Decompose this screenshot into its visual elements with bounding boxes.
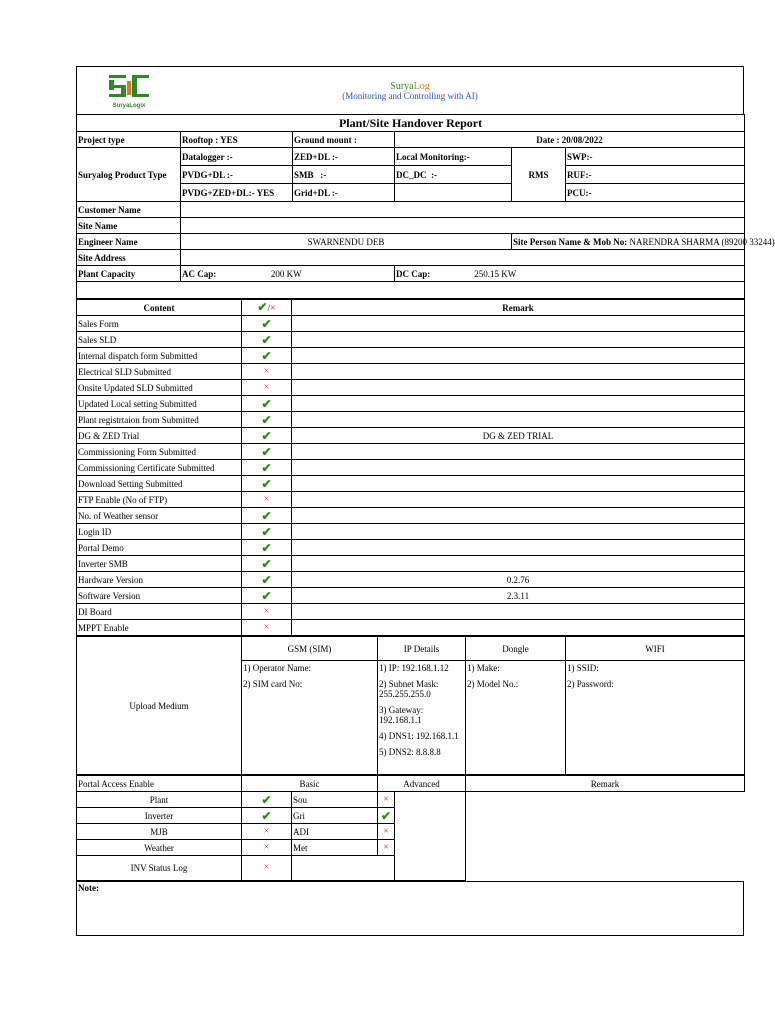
check-icon: ✔ xyxy=(242,556,292,572)
checklist-row xyxy=(77,380,745,396)
checklist-row xyxy=(77,428,745,444)
checklist-item-label: Commissioning Certificate Submitted xyxy=(77,460,242,476)
site-name-value xyxy=(181,218,745,234)
checklist-row xyxy=(77,604,745,620)
check-icon: ✔ xyxy=(242,428,292,444)
upload-medium-table xyxy=(76,636,745,775)
checklist-item-label: Plant registrtaion from Submitted xyxy=(77,412,242,428)
grid-dl-field: Grid+DL :- xyxy=(293,184,395,202)
empty-cell xyxy=(395,184,512,202)
checklist-item-remark xyxy=(292,620,745,636)
empty-cell xyxy=(292,856,395,881)
checklist-item-remark xyxy=(292,332,745,348)
check-icon: ✔ xyxy=(242,460,292,476)
cross-icon: × xyxy=(378,792,395,808)
dc-cap-cell xyxy=(395,266,745,282)
cross-icon: × xyxy=(242,620,292,636)
check-icon: ✔ xyxy=(242,476,292,492)
portal-advanced-item: ADI xyxy=(292,824,378,840)
check-icon: ✔ xyxy=(242,508,292,524)
portal-access-table xyxy=(76,775,745,881)
checklist-item-label: Onsite Updated SLD Submitted xyxy=(77,380,242,396)
wifi-header: WIFI xyxy=(566,637,745,661)
ground-mount-value: Ground mount : xyxy=(293,132,395,148)
checklist-item-label: MPPT Enable xyxy=(77,620,242,636)
dongle-model: 2) Model No.: xyxy=(467,679,519,689)
checklist-item-remark: DG & ZED TRIAL xyxy=(292,428,745,444)
pcu-field: PCU:- xyxy=(566,184,745,202)
checklist-row xyxy=(77,316,745,332)
checklist-item-remark xyxy=(292,364,745,380)
logo-text: SuryaLogix xyxy=(112,103,146,109)
product-type-label: Suryalog Product Type xyxy=(77,148,181,202)
customer-name-label: Customer Name xyxy=(77,202,181,218)
check-icon: ✔ xyxy=(242,396,292,412)
portal-rows xyxy=(77,792,745,881)
portal-remark-header: Remark xyxy=(466,776,745,792)
checklist-row xyxy=(77,588,745,604)
info-table xyxy=(76,114,775,299)
checklist-item-remark: 0.2.76 xyxy=(292,572,745,588)
portal-basic-item: MJB xyxy=(77,824,242,840)
ac-cap-cell xyxy=(181,266,395,282)
checklist-item-label: Electrical SLD Submitted xyxy=(77,364,242,380)
checklist-row xyxy=(77,476,745,492)
dc-dc-label: DC_DC xyxy=(396,169,427,180)
checklist-item-remark xyxy=(292,380,745,396)
subnet-mask: 2) Subnet Mask: 255.255.255.0 xyxy=(379,679,439,699)
checklist-item-label: FTP Enable (No of FTP) xyxy=(77,492,242,508)
check-icon: ✔ xyxy=(242,808,292,824)
checklist-item-remark: 2.3.11 xyxy=(292,588,745,604)
basic-header: Basic xyxy=(242,776,378,792)
zed-dl-field: ZED+DL :- xyxy=(293,148,395,166)
checklist-row xyxy=(77,508,745,524)
plant-capacity-label: Plant Capacity xyxy=(77,266,181,282)
brand-tagline: (Monitoring and Controlling with AI) xyxy=(342,91,478,101)
smb-label: SMB xyxy=(294,169,314,180)
report-title: Plant/Site Handover Report xyxy=(77,115,745,132)
checklist-item-label: DG & ZED Trial xyxy=(77,428,242,444)
portal-advanced-item: Gri xyxy=(292,808,378,824)
brand-part-a: Surya xyxy=(390,81,414,92)
rooftop-value: Rooftop : YES xyxy=(181,132,293,148)
gsm-operator: 1) Operator Name: xyxy=(243,663,311,673)
brand-part-b: Log xyxy=(413,81,430,92)
ruf-field: RUF:- xyxy=(566,166,745,184)
checklist-item-label: Sales Form xyxy=(77,316,242,332)
ip-address: 1) IP: 192.168.1.12 xyxy=(379,663,449,673)
checklist-item-remark xyxy=(292,540,745,556)
cross-icon: × xyxy=(242,840,292,856)
engineer-name-value: SWARNENDU DEB xyxy=(181,234,512,250)
checklist-rows xyxy=(77,316,745,636)
checklist-item-label: Download Setting Submitted xyxy=(77,476,242,492)
cross-icon: × xyxy=(242,856,292,881)
cross-icon: × xyxy=(378,824,395,840)
check-icon: ✔ xyxy=(242,524,292,540)
checklist-item-label: Updated Local setting Submitted xyxy=(77,396,242,412)
checklist-item-label: Portal Demo xyxy=(77,540,242,556)
dongle-details xyxy=(466,661,566,775)
checklist-item-label: Hardware Version xyxy=(77,572,242,588)
check-icon: ✔ xyxy=(242,444,292,460)
checklist-item-label: Commissioning Form Submitted xyxy=(77,444,242,460)
cross-icon: × xyxy=(242,604,292,620)
dns2: 5) DNS2: 8.8.8.8 xyxy=(379,747,441,757)
portal-access-label: Portal Access Enable xyxy=(77,776,242,792)
checklist-row xyxy=(77,412,745,428)
check-icon: ✔ xyxy=(242,572,292,588)
checklist-item-label: Software Version xyxy=(77,588,242,604)
checklist-row xyxy=(77,460,745,476)
checklist-row xyxy=(77,540,745,556)
checklist-row xyxy=(77,572,745,588)
checklist-row xyxy=(77,396,745,412)
checklist-item-remark xyxy=(292,412,745,428)
note-table xyxy=(76,881,744,936)
check-icon: ✔ xyxy=(242,588,292,604)
dongle-make: 1) Make: xyxy=(467,663,500,673)
handover-report xyxy=(76,66,775,936)
wifi-details xyxy=(566,661,745,775)
note-label: Note: xyxy=(77,882,744,936)
check-icon: ✔ xyxy=(257,299,268,314)
site-address-label: Site Address xyxy=(77,250,181,266)
portal-basic-item: Plant xyxy=(77,792,242,808)
dongle-header: Dongle xyxy=(466,637,566,661)
portal-basic-item: INV Status Log xyxy=(77,856,242,881)
rms-label: RMS xyxy=(512,148,566,202)
check-icon: ✔ xyxy=(242,316,292,332)
site-person-value: NARENDRA SHARMA (89200 33244) xyxy=(629,236,775,247)
content-header: Content xyxy=(77,300,242,316)
portal-basic-item: Weather xyxy=(77,840,242,856)
dc-cap-label: DC Cap: xyxy=(396,268,431,279)
gateway: 3) Gateway: 192.168.1.1 xyxy=(379,705,424,725)
dc-dc-field xyxy=(395,166,512,184)
checklist-item-label: Login ID xyxy=(77,524,242,540)
portal-row xyxy=(77,792,745,808)
checklist-item-label: Sales SLD xyxy=(77,332,242,348)
ac-cap-value: 200 KW xyxy=(270,268,302,279)
checklist-row xyxy=(77,332,745,348)
dns1: 4) DNS1: 192.168.1.1 xyxy=(379,731,459,741)
checklist-item-remark xyxy=(292,460,745,476)
dc-cap-value: 250.15 KW xyxy=(474,268,517,279)
portal-advanced-item: Met xyxy=(292,840,378,856)
report-header xyxy=(76,66,744,114)
check-icon: ✔ xyxy=(242,412,292,428)
checklist-table xyxy=(76,299,745,636)
checklist-item-remark xyxy=(292,556,745,572)
gsm-sim-card: 2) SIM card No: xyxy=(243,679,303,689)
swp-field: SWP:- xyxy=(566,148,745,166)
checklist-item-remark xyxy=(292,524,745,540)
site-address-value xyxy=(181,250,745,266)
wifi-ssid: 1) SSID: xyxy=(567,663,599,673)
checklist-item-label: Inverter SMB xyxy=(77,556,242,572)
gsm-details xyxy=(242,661,378,775)
cross-icon: × xyxy=(242,824,292,840)
gsm-header: GSM (SIM) xyxy=(242,637,378,661)
checklist-item-remark xyxy=(292,444,745,460)
checklist-item-label: Internal dispatch form Submitted xyxy=(77,348,242,364)
smb-value: :- xyxy=(320,169,327,180)
checklist-item-remark xyxy=(292,348,745,364)
check-icon: ✔ xyxy=(242,540,292,556)
check-icon: ✔ xyxy=(242,332,292,348)
spacer-row xyxy=(77,282,745,299)
checklist-item-remark xyxy=(292,316,745,332)
local-monitoring-field: Local Monitoring:- xyxy=(395,148,512,166)
checklist-row xyxy=(77,364,745,380)
ip-header: IP Details xyxy=(378,637,466,661)
pvdg-dl-field: PVDG+DL :- xyxy=(181,166,293,184)
engineer-name-label: Engineer Name xyxy=(77,234,181,250)
site-name-label: Site Name xyxy=(77,218,181,234)
checklist-row xyxy=(77,492,745,508)
project-type-label: Project type xyxy=(77,132,181,148)
check-icon: ✔ xyxy=(242,348,292,364)
ac-cap-label: AC Cap: xyxy=(182,268,217,279)
checklist-item-label: No. of Weather sensor xyxy=(77,508,242,524)
portal-remark-value xyxy=(395,792,466,881)
cross-icon: × xyxy=(242,364,292,380)
checklist-row xyxy=(77,348,745,364)
cross-icon: × xyxy=(378,840,395,856)
checklist-row xyxy=(77,444,745,460)
customer-name-value xyxy=(181,202,745,218)
site-person-label: Site Person Name & Mob No: xyxy=(513,236,628,247)
cross-icon: × xyxy=(242,380,292,396)
cross-icon: × xyxy=(242,492,292,508)
advanced-header: Advanced xyxy=(378,776,466,792)
checklist-row xyxy=(77,620,745,636)
report-date: Date : 20/08/2022 xyxy=(395,132,745,148)
checklist-item-remark xyxy=(292,492,745,508)
status-header-separator: / xyxy=(267,302,270,313)
checklist-item-remark xyxy=(292,508,745,524)
upload-medium-label: Upload Medium xyxy=(77,637,242,775)
portal-advanced-item: Sou xyxy=(292,792,378,808)
cross-icon: × xyxy=(269,302,276,314)
checklist-row xyxy=(77,524,745,540)
check-icon: ✔ xyxy=(378,808,395,824)
wifi-password: 2) Password: xyxy=(567,679,614,689)
portal-basic-item: Inverter xyxy=(77,808,242,824)
check-icon: ✔ xyxy=(242,792,292,808)
checklist-item-remark xyxy=(292,396,745,412)
dc-dc-value: :- xyxy=(431,169,437,180)
site-person-cell xyxy=(512,234,775,250)
status-header xyxy=(242,300,292,316)
smb-field xyxy=(293,166,395,184)
checklist-item-label: DI Board xyxy=(77,604,242,620)
checklist-item-remark xyxy=(292,476,745,492)
pvdg-zed-dl-field: PVDG+ZED+DL:- YES xyxy=(181,184,293,202)
datalogger-field: Datalogger :- xyxy=(181,148,293,166)
ip-details xyxy=(378,661,466,775)
checklist-row xyxy=(77,556,745,572)
remark-header: Remark xyxy=(292,300,745,316)
checklist-item-remark xyxy=(292,604,745,620)
